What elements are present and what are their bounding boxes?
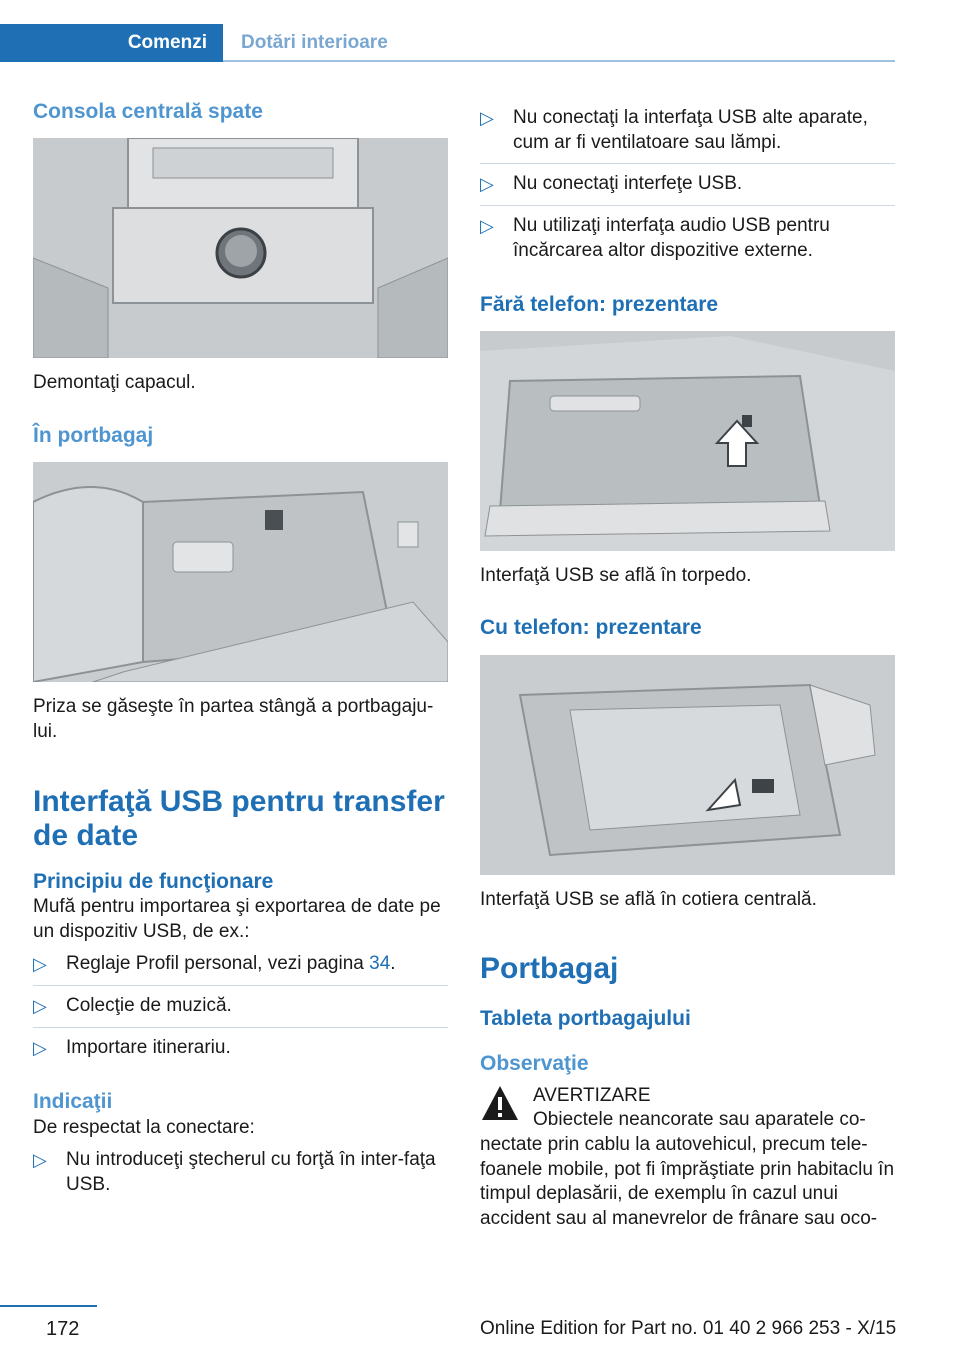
triangle-bullet-icon: ▷ [33, 1150, 47, 1171]
caption-fara-telefon: Interfaţă USB se află în torpedo. [480, 564, 752, 586]
list-item: ▷ Reglaje Profil personal, vezi pagina 34. [33, 952, 448, 986]
armrest-illustration [480, 655, 895, 875]
figure-glovebox [480, 331, 895, 551]
triangle-bullet-icon: ▷ [33, 1037, 47, 1058]
caption-cu-telefon: Interfaţă USB se află în cotiera centrală. [480, 888, 817, 910]
list-item: ▷ Nu conectaţi interfeţe USB. [480, 172, 895, 206]
warning-text-first: Obiectele neancorate sau aparatele co‐ [533, 1109, 866, 1131]
section-title-usb: Interfaţă USB pentru transfer de date [33, 784, 445, 853]
section-title-portbagaj-main: Portbagaj [480, 952, 619, 986]
triangle-bullet-icon: ▷ [33, 996, 47, 1017]
figure-rear-console [33, 138, 448, 358]
tab-comenzi[interactable]: Comenzi [0, 24, 223, 62]
figure-armrest [480, 655, 895, 875]
footer-line [0, 1305, 97, 1307]
hints-list-left [33, 1148, 448, 1205]
warning-title: AVERTIZARE [533, 1084, 651, 1106]
hints-text: De respectat la conectare: [33, 1116, 255, 1138]
warning-triangle-icon [480, 1084, 520, 1122]
subtitle-tableta: Tableta portbagajului [480, 1006, 691, 1030]
header-tabbar [0, 24, 895, 62]
list-item: ▷ Nu introduceţi ştecherul cu forţă în inter‐faţa USB. [33, 1149, 436, 1196]
list-item: ▷ Nu utilizaţi interfaţa audio USB pentru încărcarea altor dispozitive externe. [480, 215, 830, 261]
tab-dotari-interioare[interactable]: Dotări interioare [241, 32, 388, 53]
rear-console-illustration [33, 138, 448, 358]
edition-text: Online Edition for Part no. 01 40 2 966 253 - X/15 [480, 1318, 897, 1339]
glovebox-illustration [480, 331, 895, 551]
tab-underline [223, 60, 895, 62]
list-item: ▷ Colecţie de muzică. [33, 994, 448, 1028]
warning-text: nectate prin cablu la autovehicul, precum tele‐foanele mobile, pot fi împrăştiate prin habitaclu în timpul deplasării, de exemplu în cazul unui accident sau al manevrelor de frânare sau oco‐ [480, 1133, 895, 1229]
triangle-bullet-icon: ▷ [480, 216, 494, 237]
list-item: ▷ Importare itinerariu. [33, 1036, 448, 1069]
section-title-cu-telefon: Cu telefon: prezentare [480, 616, 702, 640]
hints-list-right [480, 106, 895, 271]
right-column [480, 106, 895, 1232]
warning-box [480, 1084, 895, 1232]
section-title-consola: Consola centrală spate [33, 100, 263, 123]
subtitle-indicatii: Indicaţii [33, 1090, 113, 1114]
list-item: ▷ Nu conectaţi la interfaţa USB alte aparate, cum ar fi ventilatoare sau lămpi. [480, 106, 895, 164]
section-title-fara-telefon: Fără telefon: prezentare [480, 293, 719, 317]
principle-text: Mufă pentru importarea şi exportarea de date pe un dispozitiv USB, de ex.: [33, 895, 441, 942]
triangle-bullet-icon: ▷ [480, 108, 494, 128]
caption-consola: Demontaţi capacul. [33, 372, 196, 394]
triangle-bullet-icon: ▷ [33, 954, 47, 975]
principle-list [33, 952, 448, 1068]
subtitle-observatie: Observaţie [480, 1052, 589, 1076]
figure-trunk-socket [33, 462, 448, 682]
subtitle-principiu: Principiu de funcţionare [33, 869, 274, 893]
page-link[interactable]: 34 [369, 953, 391, 975]
page-number: 172 [46, 1318, 80, 1340]
section-title-portbagaj: În portbagaj [33, 423, 154, 447]
left-column [33, 98, 448, 1206]
triangle-bullet-icon: ▷ [480, 174, 494, 195]
caption-portbagaj: Priza se găseşte în partea stângă a portbagaju‐lui. [33, 696, 434, 742]
trunk-illustration [33, 462, 448, 682]
